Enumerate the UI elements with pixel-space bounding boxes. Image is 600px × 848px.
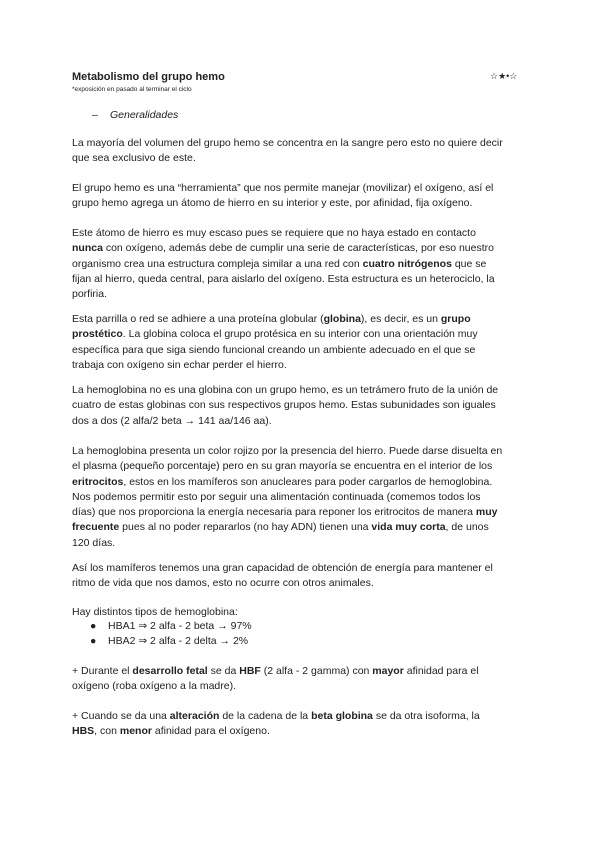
text-run: pues al no poder repararlos (no hay ADN) tienen una xyxy=(119,521,372,534)
list-item-text: HBA2 ⇒ 2 alfa - 2 delta → 2% xyxy=(108,635,249,648)
text-run: se da otra isoforma, la xyxy=(372,710,480,722)
text-line: porfiria. xyxy=(72,288,108,301)
text-line xyxy=(72,710,480,722)
paragraph-8 xyxy=(72,605,530,620)
text-line xyxy=(72,258,486,270)
text-run: . La globina coloca el grupo protésica en su interior con una orientación muy xyxy=(122,328,478,341)
text-line xyxy=(72,242,494,254)
rating-stars: ☆★•☆ xyxy=(490,71,518,81)
bold-term: menor xyxy=(119,725,152,738)
text-line: 120 días. xyxy=(72,536,116,549)
text-line xyxy=(72,725,270,737)
text-line: La hemoglobina presenta un color rojizo por la presencia del hierro. Puede darse disuelta en xyxy=(72,445,503,457)
bold-term: HBS xyxy=(72,725,95,738)
text-line xyxy=(72,476,492,488)
text-line: La mayoría del volumen del grupo hemo se concentra en la sangre pero esto no quiere decir xyxy=(72,137,503,149)
text-line xyxy=(72,521,489,533)
list-item xyxy=(90,619,252,634)
text-line xyxy=(72,506,498,518)
text-run: Esta parrilla o red se adhiere a una proteína globular ( xyxy=(72,313,324,325)
paragraph-7 xyxy=(72,561,530,592)
bold-term: HBF xyxy=(239,665,261,677)
paragraph-6 xyxy=(72,444,530,551)
document-title: Metabolismo del grupo hemo xyxy=(72,71,225,83)
text-line: cuatro de estas globinas con sus respectivos grupos hemo. Estas subunidades son iguales xyxy=(72,399,496,412)
section-heading xyxy=(92,109,178,121)
text-run: afinidad para el oxígeno. xyxy=(151,725,270,738)
text-run: afinidad para el xyxy=(403,665,479,677)
section-dash: – xyxy=(92,109,98,121)
text-run: con oxígeno, además debe de cumplir una serie de características, por eso nuestro xyxy=(102,242,494,255)
subtitle-note: *exposición en pasado al terminar el ciclo xyxy=(72,86,192,93)
text-run: de la cadena de la xyxy=(219,710,312,722)
text-run: ), es decir, es un xyxy=(360,313,441,325)
text-run: + Durante el xyxy=(72,665,133,677)
paragraph-5 xyxy=(72,383,530,429)
bold-term: frecuente xyxy=(72,521,120,534)
bold-term: eritrocitos xyxy=(72,475,124,488)
text-run: que se xyxy=(451,257,487,270)
bold-term: vida muy corta xyxy=(371,521,446,534)
text-line xyxy=(72,328,478,340)
bold-term: globina xyxy=(323,313,361,325)
bold-term: muy xyxy=(475,506,498,519)
paragraph-3 xyxy=(72,226,530,302)
text-line: específica para que siga siendo funcional creando un ambiente adecuado en el que se xyxy=(72,343,476,356)
bold-term: prostético xyxy=(72,328,123,341)
text-run: , con xyxy=(94,725,120,738)
text-run: + Cuando se da una xyxy=(72,710,170,722)
text-run: , estos en los mamíferos son anucleares para poder cargarlos de hemoglobina. xyxy=(123,475,493,488)
paragraph-10 xyxy=(72,709,530,740)
text-line: fijan al hierro, queda central, para aislarlo del oxígeno. Esta estructura es un heterociclo, la xyxy=(72,272,495,285)
text-line: que sea exclusivo de este. xyxy=(72,152,196,165)
text-run: , de unos xyxy=(445,521,489,534)
text-line: Nos podemos permitir esto por seguir una alimentación continuada (comemos todos los xyxy=(72,490,481,503)
text-line: dos a dos (2 alfa/2 beta → 141 aa/146 aa). xyxy=(72,414,272,427)
text-line: Hay distintos tipos de hemoglobina: xyxy=(72,606,238,618)
text-line: La hemoglobina no es una globina con un grupo hemo, es un tetrámero fruto de la unión de xyxy=(72,384,499,396)
list-item-text: HBA1 ⇒ 2 alfa - 2 beta → 97% xyxy=(108,620,252,632)
text-line: oxígeno (roba oxígeno a la madre). xyxy=(72,680,237,693)
text-line: El grupo hemo es una “herramienta” que nos permite manejar (movilizar) el oxígeno, así el xyxy=(72,182,494,194)
bold-term: nunca xyxy=(72,242,103,255)
text-line: Así los mamíferos tenemos una gran capacidad de obtención de energía para mantener el xyxy=(72,562,493,574)
bold-term: cuatro nitrógenos xyxy=(362,257,452,270)
text-line xyxy=(72,665,479,677)
text-line: trabaja con oxígeno sin echar perder el hierro. xyxy=(72,358,287,371)
bullet-icon: ● xyxy=(90,620,97,632)
text-line: Este átomo de hierro es muy escaso pues se requiere que no haya estado en contacto xyxy=(72,227,476,239)
text-line xyxy=(72,313,471,325)
paragraph-2 xyxy=(72,181,530,212)
bullet-icon: ● xyxy=(90,635,97,648)
bold-term: alteración xyxy=(169,710,220,722)
text-run: (2 alfa - 2 gamma) con xyxy=(260,665,373,677)
bold-term: grupo xyxy=(440,313,471,325)
hemoglobin-list xyxy=(90,619,252,650)
list-item xyxy=(90,634,252,649)
paragraph-1 xyxy=(72,136,530,167)
text-line: grupo hemo agrega un átomo de hierro en su interior y este, por afinidad, fija oxígeno. xyxy=(72,197,473,210)
text-run: días) que nos proporciona la energía necesaria para reponer los eritrocitos de manera xyxy=(72,506,476,519)
text-run: organismo crea una estructura compleja similar a una red con xyxy=(72,257,363,270)
text-line: el plasma (pequeño porcentaje) pero en su gran mayoría se encuentra en el interior de los xyxy=(72,460,493,473)
text-line: ritmo de vida que nos damos, esto no ocurre con otros animales. xyxy=(72,577,374,590)
paragraph-4 xyxy=(72,312,530,373)
bold-term: mayor xyxy=(372,665,404,677)
bold-term: desarrollo fetal xyxy=(132,665,208,677)
text-run: se da xyxy=(207,665,240,677)
bold-term: beta globina xyxy=(311,710,373,722)
paragraph-9 xyxy=(72,664,530,695)
section-label: Generalidades xyxy=(110,109,179,121)
